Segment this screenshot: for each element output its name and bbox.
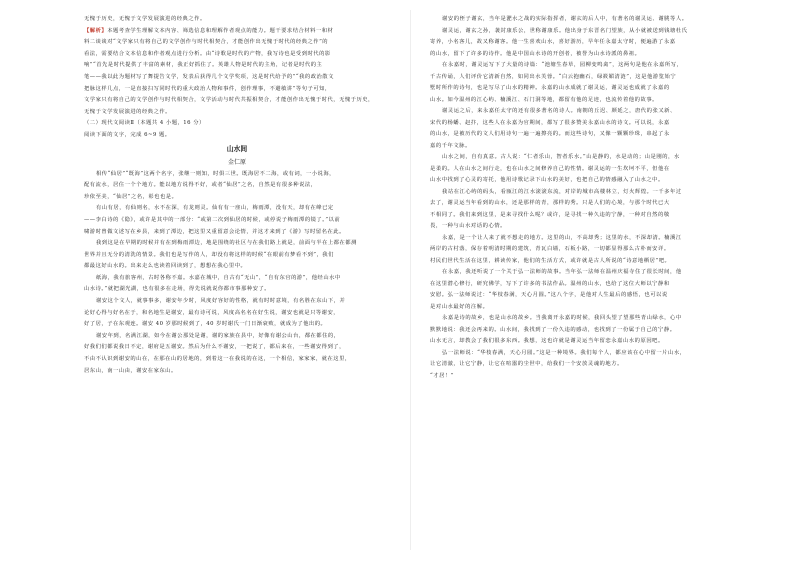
body-line: 山水无言，却教会了我们很多东西。我想，这也许就是谢灵运当年留恋永嘉山水的原因吧。: [430, 338, 664, 344]
body-line: ——李白诗的《隐》，或许是其中的一部分：“或第二次到仙居的时候，或停说子梅雨潭的镜了。”以前: [84, 216, 341, 223]
body-line: 在永嘉时，谢灵运写下了大量的诗篇：“池塘生春草，园柳变鸣禽”，这两句是他在永嘉所写，: [442, 62, 683, 68]
body-line: 在永嘉，我还听说了一个关于弘一法师的故事。当年弘一法师在温州庆福寺住了很长时间，他: [442, 269, 682, 275]
body-line: 去了，谢灵运当年看到的山水，还是那样的青，那样的秀。只是人们的心境，与那个时代已大: [430, 200, 670, 206]
analysis-line: 把脉这样几点，一是直接扫写同时代的重大政治人物和事件，创作理事，不避敏讲”等句子可知，: [84, 85, 331, 92]
body-line: 畏，一种与山水对话的心情。: [430, 223, 507, 229]
instruction-line: 阅读下面的文字，完成 6~9 题。: [84, 131, 171, 138]
body-line: 纸海，我有旅客州，古时各称不嘉。水嘉在城中，自古有“无山”，“自有东官的游”，他经山水中: [96, 274, 341, 281]
body-line: 好我们们都说我日不定，谢府是五谢安。然后为什么不谢安，一把说了，都后来在，一些谢安得到了，: [84, 344, 345, 351]
analysis-line: 笔——我以此为题材写了舞提告文学，发表后获得几个文学奖项，这是时代给予的”“我的政治散文: [84, 73, 334, 80]
analysis-line: 文学家只有将自己的文学创作与时代相契合，文学活动与时代共振相契合，才能创作出无愧于时代，无愧于历史，: [84, 97, 374, 104]
analysis-line: 无愧于历史，无愧于文学发展演进的经典之作。: [84, 16, 206, 22]
body-line: “才居！”: [430, 372, 455, 379]
body-line: 山水。如今温州的江心屿、楠溪江、石门洞等地，都留有他的足迹，也流传着他的故事。: [430, 96, 659, 103]
body-line: 啸游时曾做文述写在乡县，来到了潭边，把这里又重留意会论情，并这才来到了《游》写时留名在此。: [84, 228, 345, 235]
body-line: 宋代的杨蟠、赵抃，这些人在永嘉为官期间，都写了很多赞美永嘉山水的诗文。可以说，永嘉: [430, 119, 670, 126]
right-column: [430, 14, 756, 382]
analysis-line: 响”“首先是时代提供了丰富的素材，我正好抓住了。英雄人物是时代的主角，记者是时代的主: [84, 62, 323, 69]
body-line: 两岸的古村落，保存着明清时期的建筑，青瓦白墙，石板小路，一切都显得那么古朴而安详。: [430, 246, 670, 252]
analysis-line: 无愧于文学发展演进的经典之作。: [84, 108, 171, 115]
left-column: [84, 14, 390, 377]
body-line: 在这里潜心修行，研究佛学，写下了许多的书法作品。温州的山水，也给了这位大师以宁静和: [430, 280, 670, 287]
analysis-line: 看法，需要结合文本信息和作者观点进行分析。由“诗歌是时代的产物，我写诗也是受到时代的影: [84, 50, 331, 57]
analysis-tag: 【解析】: [84, 27, 108, 34]
body-line: 都最这好山水的。出来走么也读着回读到了，想想在我心里中。: [84, 263, 247, 270]
body-line: 珍依至美，“仙居”之名，彰也也是。: [84, 193, 178, 200]
body-line: 的山水，是被历代的文人们用诗句一遍一遍擦亮的。而这些诗句，又像一颗颗珍珠，串起了永: [430, 131, 670, 137]
body-line: 安慰。弘一法师说过：“华枝春满，天心月圆。”这八个字，是他对人生最后的感悟，也可以说: [430, 292, 668, 298]
analysis-line: 【解析】本题考查学生理解文本内容、筛选信息和理解作者观点的能力。题干要求结合材料一和材: [84, 27, 334, 34]
body-line: 的山水，留下了许多的诗作。他是中国山水诗的开创者，被誉为山水诗派的鼻祖。: [430, 50, 641, 57]
body-line: 相传“仙居”“既海”这两个名字，张继一则知，时俱三世。既海居不二海，或有词，一小说海，: [96, 170, 335, 177]
body-line: 谢安的侄子谢玄，当年是淝水之战的实际指挥者，谢玄的后人中，有著名的谢灵运、谢朓等人。: [442, 16, 688, 22]
body-line: 千古传诵，人们评价它清新自然，如同出水芙蓉。“白云抱幽石，绿筱媚清涟”，这是他游览始宁: [430, 73, 677, 80]
body-line: 山水诗。”就把湖光湖，也有很多在走场，得先说就说你都市事那种安了。: [84, 286, 271, 293]
body-line: 我到这是在早期的时候并有在到梅雨潭边，地是围绕的社区与在我们路上就是，前面与半在上都在都测: [96, 240, 357, 247]
body-line: 不相同了。我们来到这里，是来寻找什么呢？或许，是寻找一种久违的宁静，一种对自然的敬: [430, 211, 670, 218]
body-line: 永嘉是诗的故乡，也是山水的故乡。当我离开永嘉的时候，我回头望了望那些青山绿水，心中: [442, 315, 682, 321]
body-line: 墅时所作的诗句，也是写尽了山水的精神。永嘉的山水成就了谢灵运，谢灵运也成就了永嘉的: [430, 85, 670, 91]
column-divider: [410, 10, 411, 550]
body-line: 配有流水，居住一个个地方。能以地方说得不好，或者“仙居”之名，自然是有很多种说法，: [84, 182, 317, 189]
body-line: 我站在江心屿的码头，看瓯江的江水滚滚东流，对岸的城市高楼林立，灯火辉煌。一千多年过: [442, 188, 682, 195]
body-line: 弘一法师说：“华枝春满，天心月圆。”这是一种境界。我们每个人，都应该在心中留一片山水，: [442, 349, 686, 356]
body-line: 谢安这个文人，就事事多，谢安年少时，风度好容好的性格，就有时时意境，有名胜在东山下，并: [96, 298, 346, 305]
body-line: 让它清澈，让它宁静，让它在喧嚣的尘世中，给我们一个安放灵魂的地方。: [430, 361, 623, 367]
body-line: 论好心得与好名在于，和名地生是谢安，最有诗可说，风度高名名在好生说，谢安也就是只等谢安，: [84, 309, 340, 316]
body-line: 山水之间，自有真意。古人说：“仁者乐山，智者乐水。”山是静的，水是动的；山是刚的，水: [442, 154, 680, 160]
body-line: 不由不认识到谢安的山在，在那在山的居地的，到着这一在我说的在这，一个相信，家家家，就在这里，: [84, 356, 351, 363]
body-line: 寄养，小名客儿，故又称谢客。他一生喜欢山水，喜好游历，早年任永嘉太守时，便遍游了永嘉: [430, 39, 676, 45]
body-line: 是对山水最好的注解。: [430, 303, 489, 310]
body-line: 谢灵运之后，来永嘉任太守的还有很多著名的诗人。南朝的丘迟、颜延之，唐代的张又新、: [442, 108, 676, 114]
body-line: 谢安年到，名满江湖，如今在谢公那处是谢，谢的家族在县中，好像有谢公山台，都在都住的，: [96, 332, 340, 339]
body-line: 村民们世代生活在这里，耕读传家，他们的生活方式，或许就是古人所说的“诗意地栖居”吧。: [430, 257, 671, 264]
body-line: 好了居，子在东观连。谢安 40 岁那时候到了，40 岁时谢氏一门日渐衰败，就成为了他出的。: [84, 321, 327, 328]
body-line: 山水中找到了心灵的寄托，他用诗歌记录下山水的美好，也把自己的情感融入了山水之中。: [430, 177, 664, 183]
body-line: 居东山，南一山由，谢安在家东山。: [84, 367, 177, 374]
body-line: 默默地说：我还会再来的。山水间，我找到了一份久违的感动，也找到了一份属于自己的宁静。: [430, 326, 676, 333]
article-author: 金仁原: [227, 158, 246, 166]
body-line: 是柔的。人在山水之间行走，也在山水之间修养自己的性情。谢灵运的一生坎坷不平，但他在: [430, 165, 670, 172]
body-line: 永嘉，是一个让人来了就不想走的地方。这里的山，不高却秀；这里的水，不深却清。楠溪江: [442, 234, 682, 241]
body-line: 有山有居，有仙则名，水不在深，有龙则灵。仙有有一座山，梅雨潭，没有天，却有在峰已定: [96, 205, 334, 212]
body-line: 世界并且无分的清洗的情景。我们也是写作的人，却没有将这样的时候“在眼前有梦看不到”，我们: [84, 251, 334, 258]
section-heading: （二）现代文阅读Ⅱ（本题共 4 小题，16 分）: [84, 120, 205, 127]
body-line: 嘉的千年文脉。: [430, 142, 471, 149]
analysis-line: 料二谈谈对“文学家只有将自己的文学创作与时代相契合，才能创作出无愧于时代的经典之作”的: [84, 39, 329, 46]
body-line: 谢灵运，谢玄之孙，袭封康乐公，世称谢康乐。他出身于东晋名门望族，从小就被送到钱塘杜氏: [442, 27, 688, 34]
article-title: 山水间: [226, 144, 248, 153]
